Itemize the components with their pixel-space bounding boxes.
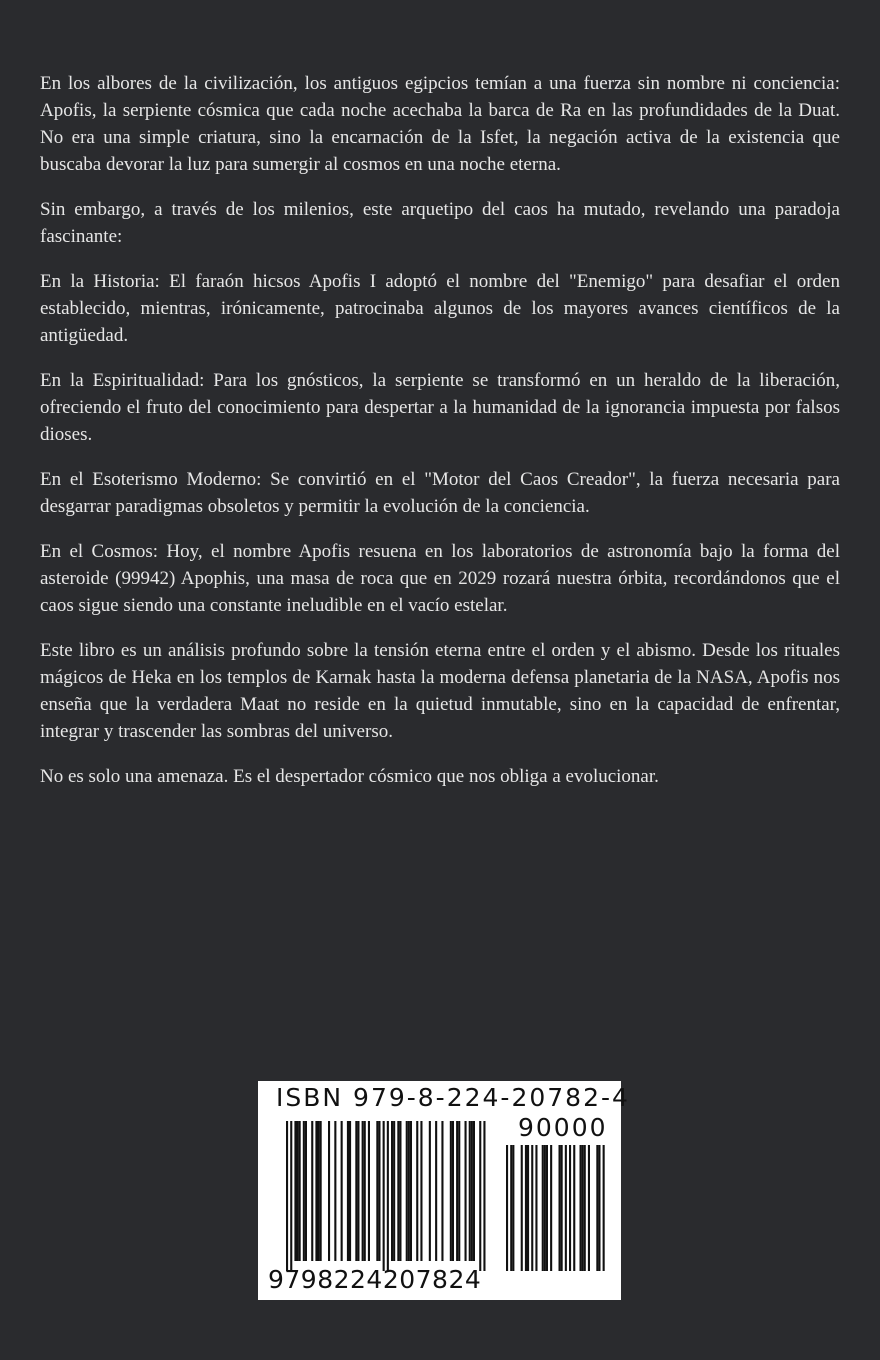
barcode-bar <box>355 1121 357 1261</box>
isbn-barcode <box>258 1081 630 1300</box>
barcode-bar <box>510 1145 512 1271</box>
barcode-bar <box>347 1121 349 1261</box>
barcode-bar <box>435 1121 437 1261</box>
barcode-bar <box>364 1121 366 1261</box>
barcode-bar <box>391 1121 393 1261</box>
barcode-bar <box>299 1121 301 1261</box>
barcode-bar <box>521 1145 523 1271</box>
barcode-bar <box>328 1121 330 1261</box>
paragraph-spirituality: En la Espiritualidad: Para los gnósticos, la serpiente se transformó en un heraldo de la liberación, ofreciendo el fruto del conocimiento para despertar a la humanidad de la ignorancia impuesta por falsos dioses. <box>40 370 840 445</box>
barcode-bar <box>441 1121 443 1261</box>
barcode-bar <box>561 1145 563 1271</box>
barcode-bar <box>550 1145 552 1271</box>
barcode-bar <box>525 1145 527 1271</box>
barcode-bar <box>479 1121 481 1271</box>
barcode-bar <box>535 1145 537 1271</box>
paragraph-book-summary: Este libro es un análisis profundo sobre la tensión eterna entre el orden y el abismo. Desde los rituales mágicos de Heka en los templos de Karnak hasta la moderna defensa planetaria de la NASA, Apofis nos enseña que la verdadera Maat no reside en la quietud inmutable, sino en la capacidad de enfrentar, integrar y trascender las sombras del universo. <box>40 640 840 742</box>
paragraph-esoterism: En el Esoterismo Moderno: Se convirtió en el "Motor del Caos Creador", la fuerza necesaria para desgarrar paradigmas obsoletos y permitir la evolución de la conciencia. <box>40 469 840 517</box>
barcode-bar <box>349 1121 351 1261</box>
barcode-bar <box>334 1121 336 1261</box>
paragraph-closing: No es solo una amenaza. Es el despertador cósmico que nos obliga a evolucionar. <box>40 766 659 787</box>
addon-bars <box>506 1145 606 1271</box>
barcode-bar <box>544 1145 546 1271</box>
barcode-bar <box>603 1145 605 1271</box>
barcode-bar <box>408 1121 410 1261</box>
paragraph-cosmos: En el Cosmos: Hoy, el nombre Apofis resuena en los laboratorios de astronomía bajo la forma del asteroide (99942) Apophis, una masa de roca que en 2029 rozará nuestra órbita, recordándonos que el caos sigue siendo una constante ineludible en el vacío estelar. <box>40 541 840 616</box>
ean13-bars <box>286 1121 496 1271</box>
paragraph-paradox: Sin embargo, a través de los milenios, este arquetipo del caos ha mutado, revelando una paradoja fascinante: <box>40 199 840 247</box>
barcode-bar <box>456 1121 458 1261</box>
barcode-bar <box>383 1121 385 1271</box>
barcode-bar <box>471 1121 473 1261</box>
barcode-bar <box>506 1145 508 1271</box>
barcode-bar <box>341 1121 343 1261</box>
back-cover-text <box>40 70 840 808</box>
barcode-bar <box>416 1121 418 1261</box>
barcode-bar <box>393 1121 395 1261</box>
barcode-bar <box>406 1121 408 1261</box>
barcode-bar <box>450 1121 452 1261</box>
isbn-label: ISBN 979-8-224-20782-4 <box>276 1083 630 1112</box>
barcode-bar <box>303 1121 305 1261</box>
barcode-bar <box>286 1121 288 1271</box>
barcode-bar <box>527 1145 529 1271</box>
barcode-bar <box>559 1145 561 1271</box>
price-code: 90000 <box>518 1113 608 1142</box>
barcode-bar <box>387 1121 389 1271</box>
barcode-bar <box>452 1121 454 1261</box>
barcode-bar <box>542 1145 544 1271</box>
barcode-bar <box>290 1121 292 1271</box>
barcode-bar <box>311 1121 313 1261</box>
barcode-bar <box>573 1145 575 1271</box>
barcode-bar <box>588 1145 590 1271</box>
barcode-bar <box>483 1121 485 1271</box>
barcode-bar <box>318 1121 320 1261</box>
barcode-bar <box>429 1121 431 1261</box>
barcode-bar <box>469 1121 471 1261</box>
barcode-bar <box>598 1145 600 1271</box>
barcode-digits: 9798224207824 <box>268 1265 482 1294</box>
barcode-bar <box>465 1121 467 1261</box>
paragraph-history: En la Historia: El faraón hicsos Apofis I adoptó el nombre del "Enemigo" para desafiar el orden establecido, mientras, irónicamente, patrocinaba algunos de los mayores avances científicos de la antigüedad. <box>40 271 840 346</box>
barcode-bar <box>458 1121 460 1261</box>
barcode-bar <box>584 1145 586 1271</box>
barcode-bar <box>569 1145 571 1271</box>
barcode-bar <box>512 1145 514 1271</box>
barcode-bar <box>397 1121 399 1261</box>
barcode-bar <box>565 1145 567 1271</box>
barcode-bar <box>378 1121 380 1261</box>
barcode-bar <box>294 1121 296 1261</box>
barcode-bar <box>546 1145 548 1271</box>
barcode-bar <box>368 1121 370 1261</box>
barcode-bar <box>297 1121 299 1261</box>
paragraph-intro: En los albores de la civilización, los antiguos egipcios temían a una fuerza sin nombre ni conciencia: Apofis, la serpiente cósmica que cada noche acechaba la barca de Ra en las profundidades de la Duat. No era una simple criatura, sino la encarnación de la Isfet, la negación activa de la existencia que buscaba devorar la luz para sumergir al cosmos en una noche eterna. <box>40 73 840 175</box>
barcode-bar <box>305 1121 307 1261</box>
barcode-bar <box>582 1145 584 1271</box>
barcode-bar <box>473 1121 475 1261</box>
barcode-bar <box>420 1121 422 1261</box>
barcode-bar <box>580 1145 582 1271</box>
barcode-bar <box>315 1121 317 1261</box>
barcode-bar <box>376 1121 378 1261</box>
barcode-bar <box>357 1121 359 1261</box>
barcode-bar <box>410 1121 412 1261</box>
barcode-bar <box>596 1145 598 1271</box>
barcode-bar <box>362 1121 364 1261</box>
barcode-bar <box>320 1121 322 1261</box>
barcode-bar <box>531 1145 533 1271</box>
barcode-bar <box>399 1121 401 1261</box>
